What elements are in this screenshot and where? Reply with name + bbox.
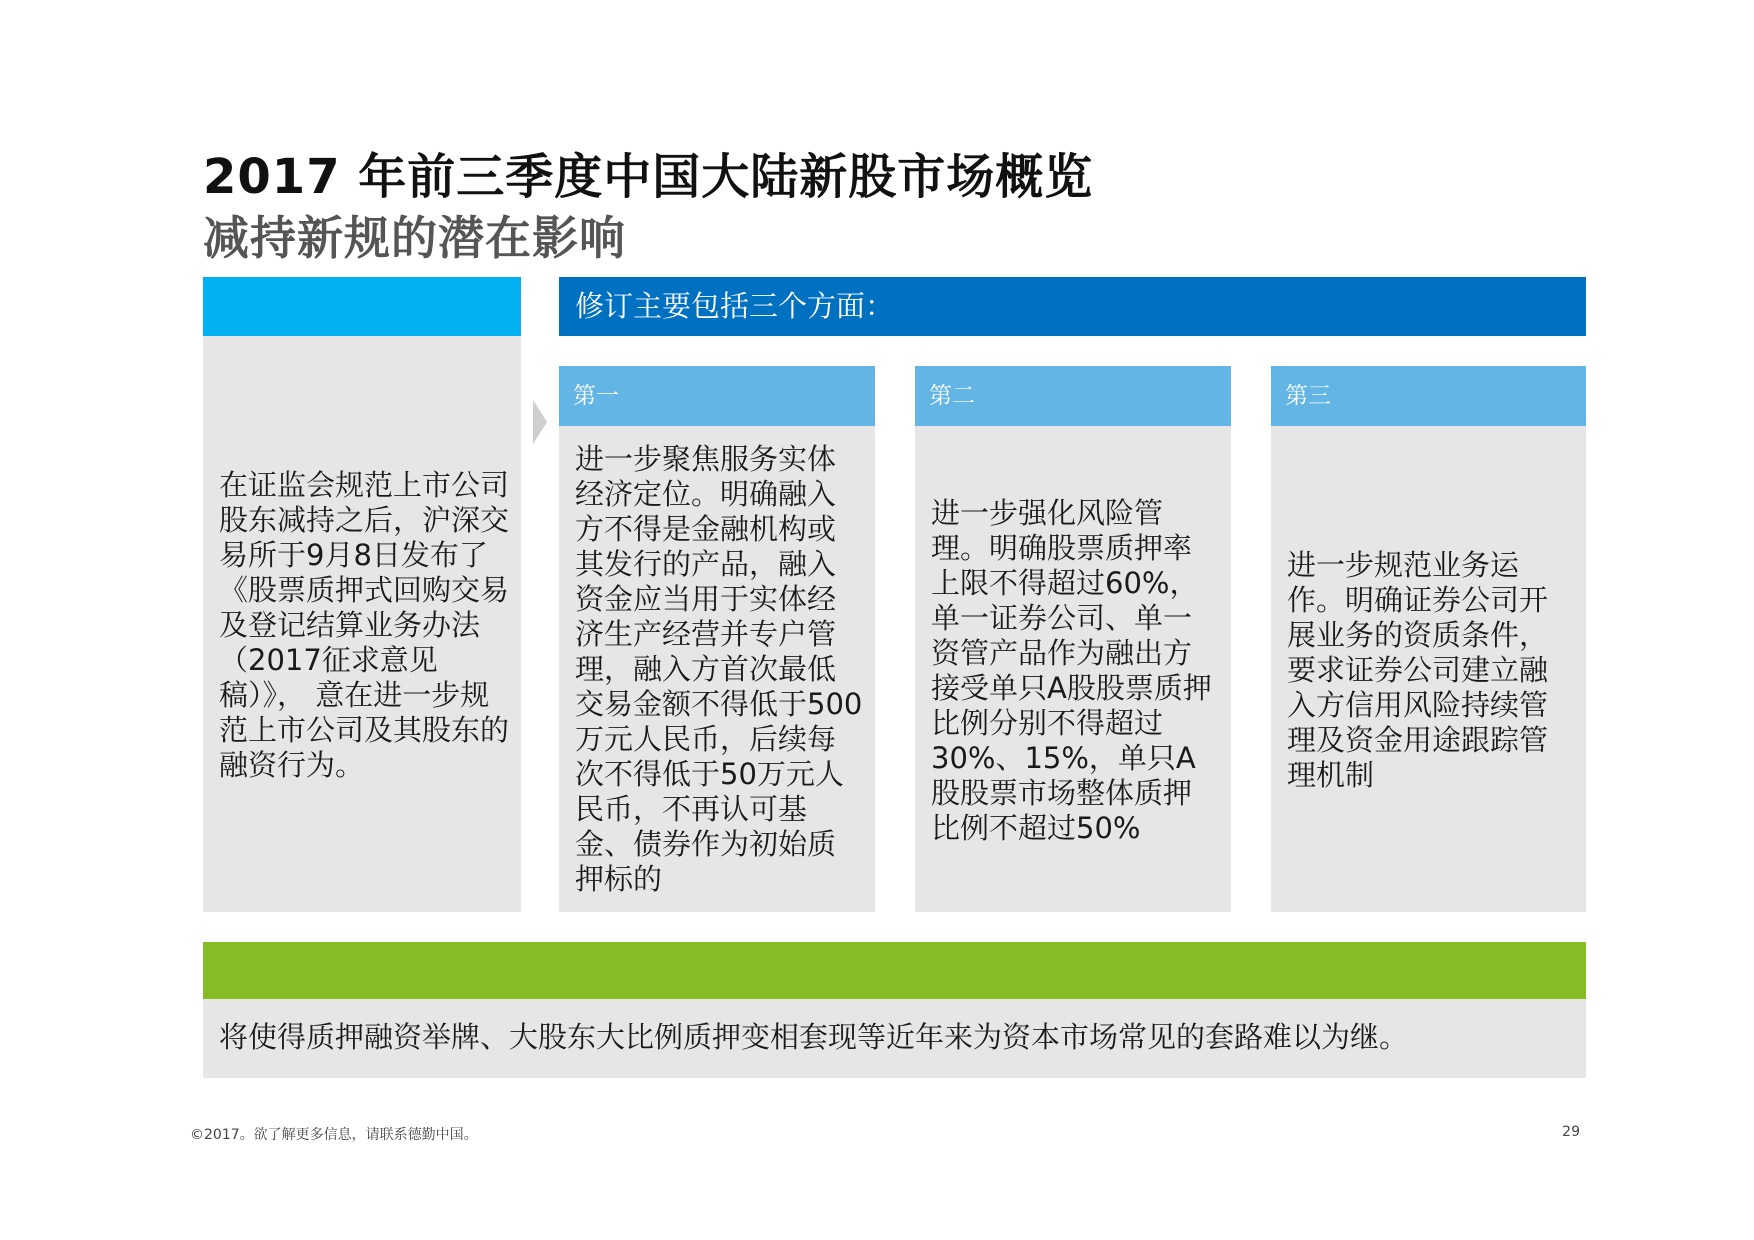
footer-copyright: ©2017。欲了解更多信息，请联系德勤中国。 [190,1127,478,1143]
revision-bar [559,277,1586,336]
revision-bar-label: 修订主要包括三个方面： [575,289,895,323]
column-panel-third [1271,426,1586,912]
page-number: 29 [1562,1124,1580,1140]
conclusion-panel [203,999,1586,1078]
left-panel-text: 在证监会规范上市公司股东减持之后，沪深交易所于9月8日发布了《股票质押式回购交易及登记结算业务办法（2017征求意见稿）》， 意在进一步规范上市公司及其股东的融资行为。 [219,468,510,782]
column-text-second: 进一步强化风险管理。明确股票质押率上限不得超过60%，单一证券公司、单一资管产品作为融出方接受单只A股股票质押比例分别不得超过30%、15%，单只A股股票市场整体质押比例不超过50% [931,496,1212,845]
column-text-third: 进一步规范业务运作。明确证券公司开展业务的资质条件，要求证券公司建立融入方信用风险持续管理及资金用途跟踪管理机制 [1287,548,1549,792]
column-panel-second [915,426,1231,912]
column-text-first: 进一步聚焦服务实体经济定位。明确融入方不得是金融机构或其发行的产品，融入资金应当用于实体经济生产经营并专户管理，融入方首次最低交易金额不得低于500万元人民币，后续每次不得低于50万元人民币，不再认可基金、债券作为初始质押标的 [575,442,863,896]
column-header-third: 第三 [1271,366,1586,426]
column-header-first: 第一 [559,366,875,426]
left-panel [203,336,521,912]
page-subtitle: 减持新规的潜在影响 [203,211,626,265]
chevron-right-icon [533,400,547,444]
left-accent-bar [203,277,521,336]
conclusion-text: 将使得质押融资举牌、大股东大比例质押变相套现等近年来为资本市场常见的套路难以为继。 [219,1020,1409,1054]
conclusion-accent-bar [203,942,1586,999]
column-header-second: 第二 [915,366,1231,426]
column-panel-first [559,426,875,912]
page-title: 2017 年前三季度中国大陆新股市场概览 [203,149,1094,205]
